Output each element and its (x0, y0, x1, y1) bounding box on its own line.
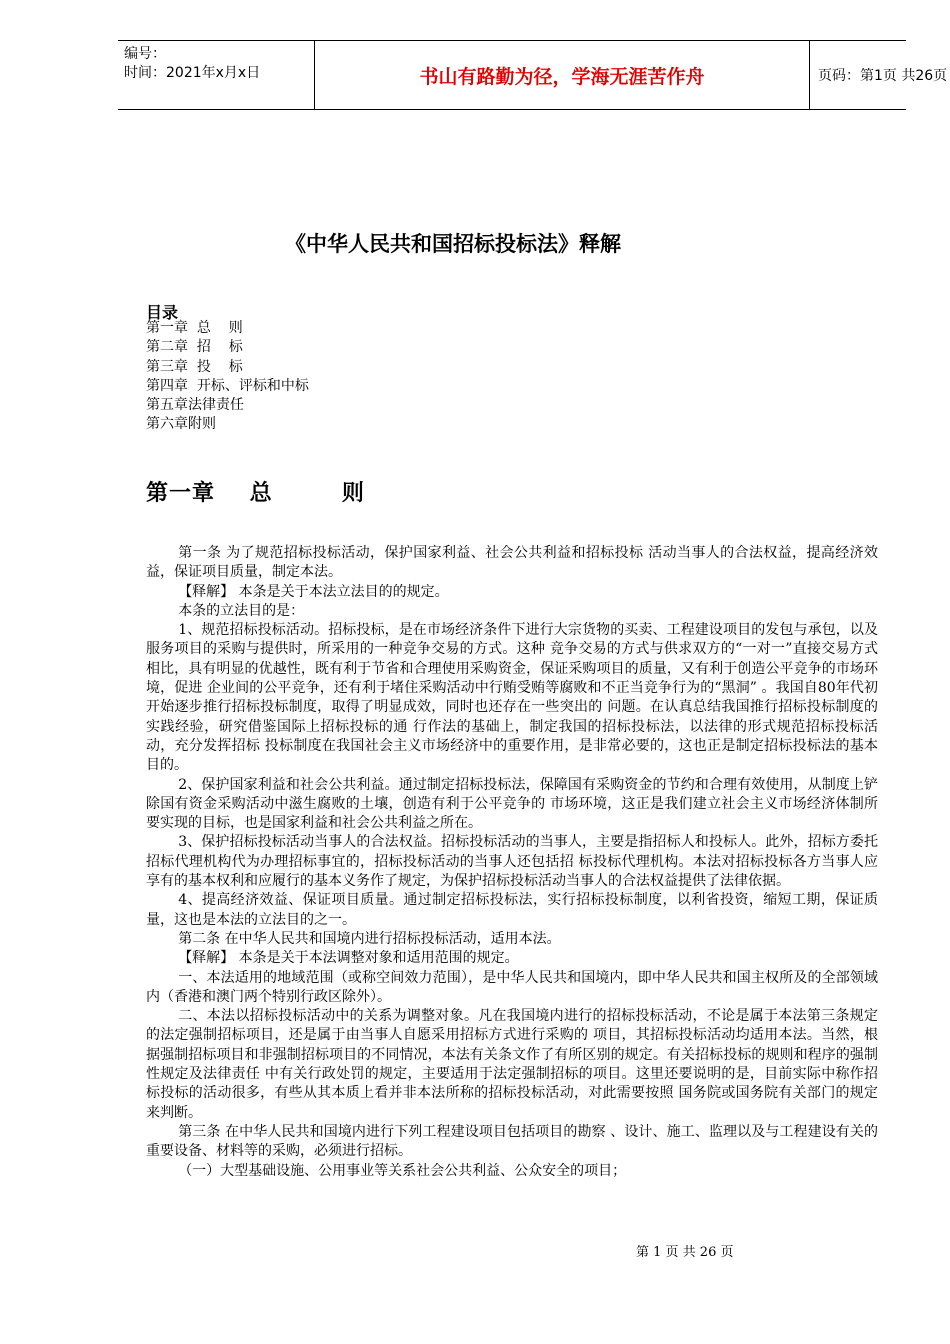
paragraph: 【释解】 本条是关于本法调整对象和适用范围的规定。 (178, 950, 519, 967)
header-meta (118, 41, 314, 109)
toc-heading: 目录 (146, 303, 179, 322)
time-label: 时间：2021年x月x日 (124, 65, 261, 81)
paragraph: 1、规范招标投标活动。招标投标，是在市场经济条件下进行大宗货物的买卖、工程建设项目的发包与承包，以及服务项目的采购与提供时，所采用的一种竞争交易的方式。这种 竞争交易的方式与供求双方的“一对一”直接交易方式相比，具有明显的优越性，既有利于节省和合理使用采购资金，保证采购项目的质量，又有利于创造公平竞争的市场环境，促进 企业间的公平竞争，还有利于堵住采购活动中行贿受贿等腐败和不正当竞争行为的“黑洞” 。我国自80年代初开始逐步推行招标投标制度，取得了明显成效，同时也还存在一些突出的 问题。在认真总结我国推行招标投标制度的实践经验，研究借鉴国际上招标投标的通 行作法的基础上，制定我国的招标投标法，以法律的形式规范招标投标活动，充分发挥招标 投标制度在我国社会主义市场经济中的重要作用，是非常必要的，这也正是制定招标投标法的基本目的。 (146, 622, 878, 774)
header-motto: 书山有路勤为径，学海无涯苦作舟 (419, 65, 705, 88)
paragraph: 第一条 为了规范招标投标活动，保护国家利益、社会公共利益和招标投标 活动当事人的合法权益，提高经济效益，保证项目质量，制定本法。 (146, 545, 878, 581)
paragraph: 【释解】 本条是关于本法立法目的的规定。 (178, 583, 449, 600)
paragraph: 3、保护招标投标活动当事人的合法权益。招标投标活动的当事人，主要是指招标人和投标人。此外，招标方委托招标代理机构代为办理招标事宜的，招标投标活动的当事人还包括招 标投标代理机构。本法对招标投标各方当事人应享有的基本权利和应履行的基本义务作了规定，为保护招标投标活动当事人的合法权益提供了法律依据。 (146, 834, 878, 890)
paragraph: 2、保护国家利益和社会公共利益。通过制定招标投标法，保障国有采购资金的节约和合理有效使用，从制度上铲除国有资金采购活动中滋生腐败的土壤，创造有利于公平竞争的 市场环境，这正是我们建立社会主义市场经济体制所要实现的目标，也是国家利益和社会公共利益之所在。 (146, 776, 878, 832)
header-page-info: 页码：第1页 共26页 (818, 68, 948, 84)
toc-item[interactable]: 第六章附则 (146, 416, 216, 433)
toc-item[interactable]: 第一章 总 则 (146, 320, 243, 336)
toc-item[interactable]: 第二章 招 标 (146, 339, 243, 356)
serial-label: 编号： (124, 46, 166, 62)
paragraph: （一）大型基础设施、公用事业等关系社会公共利益、公众安全的项目； (178, 1162, 627, 1179)
document-title: 《中华人民共和国招标投标法》释解 (285, 232, 621, 256)
toc-item[interactable]: 第五章法律责任 (146, 397, 244, 414)
page-footer: 第 1 页 共 26 页 (636, 1245, 734, 1260)
header-table (118, 40, 948, 110)
paragraph: 4、提高经济效益、保证项目质量。通过制定招标投标法，实行招标投标制度，以利省投资，缩短工期，保证质量，这也是本法的立法目的之一。 (146, 892, 878, 928)
body-text (146, 544, 878, 1181)
toc-item[interactable]: 第三章 投 标 (146, 358, 243, 375)
paragraph: 第二条 在中华人民共和国境内进行招标投标活动，适用本法。 (178, 930, 561, 947)
paragraph: 第三条 在中华人民共和国境内进行下列工程建设项目包括项目的勘察 、设计、施工、监理以及与工程建设有关的重要设备、材料等的采购，必须进行招标。 (146, 1123, 878, 1160)
chapter-title: 第一章 总 则 (146, 481, 365, 506)
paragraph: 一、本法适用的地域范围（或称空间效力范围），是中华人民共和国境内，即中华人民共和国主权所及的全部领域内（香港和澳门两个特别行政区除外）。 (146, 969, 878, 1005)
table-of-contents (146, 319, 309, 435)
paragraph: 本条的立法目的是： (178, 602, 305, 619)
paragraph: 二、本法以招标投标活动中的关系为调整对象。凡在我国境内进行的招标投标活动，不论是属于本法第三条规定的法定强制招标项目，还是属于由当事人自愿采用招标方式进行采购的 项目，其招标投标活动均适用本法。当然，根据强制招标项目和非强制招标项目的不同情况，本法有关条文作了有所区别的规定。有关招标投标的规则和程序的强制性规定及法律责任 中有关行政处罚的规定，主要适用于法定强制招标的项目。这里还要说明的是，目前实际中称作招标投标的活动很多，有些从其本质上看并非本法所称的招标投标活动，对此需要按照 国务院或国务院有关部门的规定来判断。 (146, 1008, 878, 1121)
toc-item[interactable]: 第四章 开标、评标和中标 (146, 377, 309, 394)
